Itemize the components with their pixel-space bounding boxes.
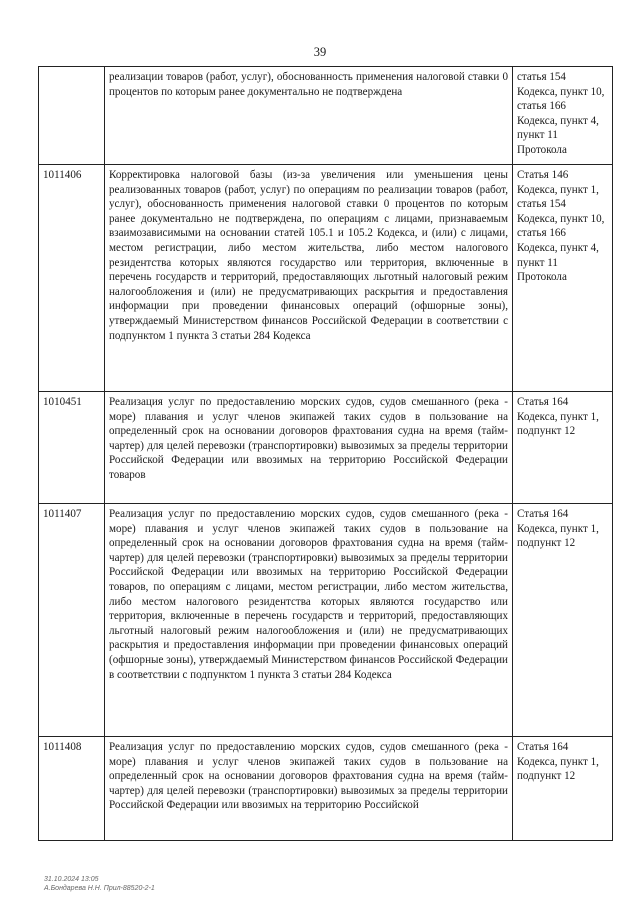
page-number: 39 xyxy=(313,45,327,59)
footer-timestamp: 31.10.2024 13:05 xyxy=(44,876,99,883)
operation-code-cell: 1011407 xyxy=(39,504,105,737)
footer-document-id: А.Бондарева Н.Н. Прил-88520-2-1 xyxy=(44,885,155,892)
table-row xyxy=(39,504,613,737)
operation-codes-table xyxy=(38,66,613,841)
legal-reference-cell: статья 154 Кодекса, пункт 10, статья 166 Кодекса, пункт 4, пункт 11 Протокола xyxy=(513,67,613,165)
operation-description-cell: Реализация услуг по предоставлению морских судов, судов смешанного (река - море) плавания и услуг членов экипажей таких судов в пользование на определенный срок на основании договоров фрахтования судна на время (тайм-чартер) для целей перевозки (транспортировки) вывозимых за пределы территории Российской Федерации или ввозимых на территорию Российской Федерации товаров, по операциям с лицами, местом регистрации, либо местом жительства, либо местом налогового резидентства которых являются государство или территория, включенные в перечень государств и территорий, предоставляющих льготный налоговый режим налогообложения и (или) не предусматривающих раскрытия и предоставления информации при проведении финансовых операций (офшорные зоны), утверждаемый Министерством финансов Российской Федерации в соответствии с подпунктом 1 пункта 3 статьи 284 Кодекса xyxy=(105,504,513,737)
document-footer xyxy=(44,875,155,893)
operation-description-cell: Реализация услуг по предоставлению морских судов, судов смешанного (река - море) плавания и услуг членов экипажей таких судов в пользование на определенный срок на основании договоров фрахтования судна на время (тайм-чартер) для целей перевозки (транспортировки) вывозимых за пределы территории Российской Федерации или ввозимых на территорию Российской xyxy=(105,737,513,841)
table-row xyxy=(39,392,613,504)
table-row xyxy=(39,737,613,841)
operation-code-cell xyxy=(39,67,105,165)
operation-description-cell: Реализация услуг по предоставлению морских судов, судов смешанного (река - море) плавания и услуг членов экипажей таких судов в пользование на определенный срок на основании договоров фрахтования судна на время (тайм-чартер) для целей перевозки (транспортировки) вывозимых за пределы территории Российской Федерации или ввозимых на территорию Российской Федерации товаров xyxy=(105,392,513,504)
operation-code-cell: 1010451 xyxy=(39,392,105,504)
legal-reference-cell: Статья 146 Кодекса, пункт 1, статья 154 Кодекса, пункт 10, статья 166 Кодекса, пункт 4, пункт 11 Протокола xyxy=(513,165,613,392)
table-row xyxy=(39,67,613,165)
operation-code-cell: 1011408 xyxy=(39,737,105,841)
operation-code-cell: 1011406 xyxy=(39,165,105,392)
legal-reference-cell: Статья 164 Кодекса, пункт 1, подпункт 12 xyxy=(513,392,613,504)
legal-reference-cell: Статья 164 Кодекса, пункт 1, подпункт 12 xyxy=(513,737,613,841)
legal-reference-cell: Статья 164 Кодекса, пункт 1, подпункт 12 xyxy=(513,504,613,737)
table-row xyxy=(39,165,613,392)
operation-description-cell: Корректировка налоговой базы (из-за увеличения или уменьшения цены реализованных товаров (работ, услуг) по операциям по реализации товаров (работ, услуг), обоснованность применения налоговой ставки 0 процентов по которым ранее документально не подтверждена, по операциям с лицами, признаваемым взаимозависимыми на основании статей 105.1 и 105.2 Кодекса, и (или) с лицами, местом регистрации, либо местом жительства, либо местом налогового резидентства которых являются государство или территория, включенные в перечень государств и территорий, предоставляющих льготный налоговый режим налогообложения и (или) не предусматривающих раскрытия и предоставления информации при проведении финансовых операций (офшорные зоны), утверждаемый Министерством финансов Российской Федерации в соответствии с подпунктом 1 пункта 3 статьи 284 Кодекса xyxy=(105,165,513,392)
operation-description-cell: реализации товаров (работ, услуг), обоснованность применения налоговой ставки 0 процентов по которым ранее документально не подтверждена xyxy=(105,67,513,165)
